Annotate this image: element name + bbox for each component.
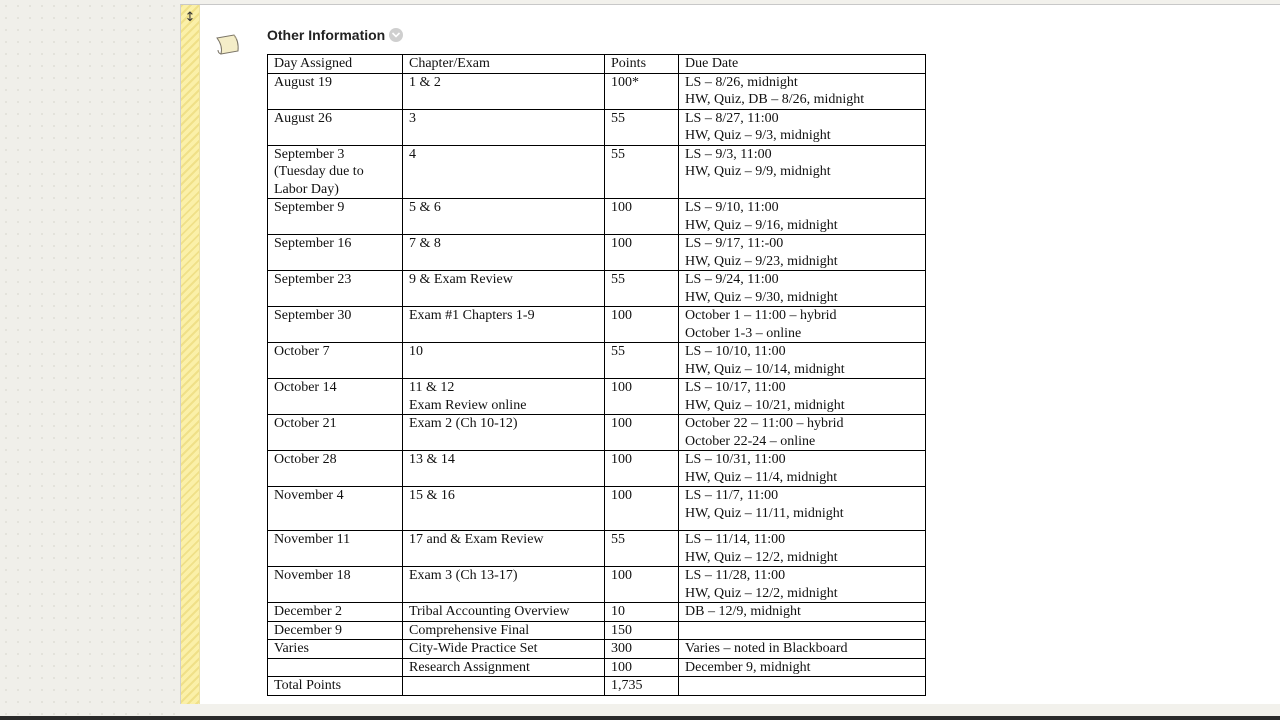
- points-cell: [605, 531, 679, 567]
- cell-line: Varies: [274, 641, 309, 656]
- cell-line: October 22 – 11:00 – hybrid: [685, 416, 844, 431]
- table-row: [268, 621, 926, 640]
- due-date-cell: [679, 109, 926, 145]
- cell-line: September 30: [274, 308, 352, 323]
- due-date-cell: [679, 677, 926, 696]
- header-chapter-exam: Chapter/Exam: [403, 55, 605, 74]
- day-cell: [268, 451, 403, 487]
- table-header-row: [268, 55, 926, 74]
- table-row: [268, 640, 926, 659]
- cell-line: 13 & 14: [409, 452, 455, 467]
- cell-line: HW, Quiz – 12/2, midnight: [685, 549, 838, 565]
- cell-line: November 4: [274, 488, 344, 503]
- cell-line: 55: [611, 110, 625, 126]
- cell-line: LS – 9/3, 11:00: [685, 146, 772, 162]
- cell-line: September 23: [274, 272, 352, 287]
- cell-line: 11 & 12: [409, 380, 455, 395]
- chapter-cell: [403, 640, 605, 659]
- day-cell: [268, 415, 403, 451]
- cell-line: 55: [611, 532, 625, 547]
- cell-line: December 9: [274, 622, 343, 638]
- cell-line: Exam 3 (Ch 13-17): [409, 568, 518, 583]
- chapter-cell: [403, 343, 605, 379]
- cell-line: Exam #1 Chapters 1-9: [409, 308, 535, 323]
- points-cell: [605, 235, 679, 271]
- due-date-cell: [679, 145, 926, 199]
- due-date-cell: [679, 235, 926, 271]
- header-points: Points: [605, 55, 679, 74]
- points-cell: [605, 343, 679, 379]
- document-note-icon: [213, 29, 243, 59]
- points-cell: [605, 379, 679, 415]
- cell-line: LS – 9/17, 11:-00: [685, 236, 784, 251]
- day-cell: [268, 379, 403, 415]
- points-cell: [605, 145, 679, 199]
- chapter-cell: [403, 487, 605, 531]
- table-row: [268, 487, 926, 531]
- due-date-cell: [679, 567, 926, 603]
- cell-line: 100: [611, 380, 632, 395]
- day-cell: [268, 307, 403, 343]
- cell-line: LS – 9/10, 11:00: [685, 200, 779, 215]
- cell-line: LS – 11/7, 11:00: [685, 488, 779, 503]
- cell-line: Total Points: [274, 678, 342, 693]
- chapter-cell: [403, 73, 605, 109]
- due-date-cell: [679, 603, 926, 622]
- cell-line: HW, Quiz – 9/16, midnight: [685, 217, 838, 233]
- page-background: [0, 0, 180, 720]
- cell-line: 55: [611, 272, 625, 287]
- day-cell: [268, 199, 403, 235]
- cell-line: December 2: [274, 604, 343, 619]
- points-cell: [605, 73, 679, 109]
- cell-line: 300: [611, 641, 632, 656]
- cell-line: September 9: [274, 200, 345, 215]
- cell-line: 100: [611, 659, 632, 675]
- cell-line: LS – 10/10, 11:00: [685, 344, 786, 359]
- points-cell: [605, 271, 679, 307]
- day-cell: [268, 145, 403, 199]
- cell-line: 1 & 2: [409, 74, 441, 90]
- points-cell: [605, 658, 679, 677]
- cell-line: 1,735: [611, 678, 643, 693]
- chapter-cell: [403, 451, 605, 487]
- cell-line: November 11: [274, 532, 351, 547]
- table-row: [268, 658, 926, 677]
- cell-line: October 1 – 11:00 – hybrid: [685, 308, 837, 323]
- chapter-cell: [403, 567, 605, 603]
- points-cell: [605, 451, 679, 487]
- chapter-cell: [403, 271, 605, 307]
- cell-line: 4: [409, 146, 416, 162]
- table-body: [268, 73, 926, 695]
- due-date-cell: [679, 307, 926, 343]
- due-date-cell: [679, 531, 926, 567]
- cell-line: (Tuesday due to: [274, 164, 364, 179]
- chapter-cell: [403, 531, 605, 567]
- day-cell: [268, 640, 403, 659]
- cell-line: 9 & Exam Review: [409, 272, 513, 287]
- cell-line: October 7: [274, 344, 330, 359]
- chapter-cell: [403, 199, 605, 235]
- header-due-date: Due Date: [679, 55, 926, 74]
- table-row: [268, 603, 926, 622]
- cell-line: 100: [611, 488, 632, 503]
- points-cell: [605, 621, 679, 640]
- day-cell: [268, 487, 403, 531]
- bottom-edge: [0, 716, 1280, 720]
- due-date-cell: [679, 199, 926, 235]
- cell-line: LS – 11/14, 11:00: [685, 532, 786, 547]
- day-cell: [268, 531, 403, 567]
- due-date-cell: [679, 343, 926, 379]
- cell-line: HW, Quiz – 11/4, midnight: [685, 469, 838, 485]
- due-date-cell: [679, 379, 926, 415]
- cell-line: 55: [611, 344, 625, 359]
- drag-handle-icon[interactable]: ↕: [184, 10, 196, 25]
- due-date-cell: [679, 658, 926, 677]
- item-title[interactable]: Other Information: [267, 27, 386, 43]
- cell-line: 7 & 8: [409, 236, 441, 251]
- cell-line: Comprehensive Final: [409, 622, 530, 638]
- cell-line: City-Wide Practice Set: [409, 641, 538, 656]
- points-cell: [605, 199, 679, 235]
- points-cell: [605, 567, 679, 603]
- cell-line: HW, Quiz – 10/14, midnight: [685, 361, 845, 377]
- cell-line: 5 & 6: [409, 200, 441, 215]
- cell-line: 10: [409, 344, 423, 359]
- cell-line: HW, Quiz – 9/3, midnight: [685, 128, 831, 143]
- day-cell: [268, 603, 403, 622]
- cell-line: Labor Day): [274, 181, 339, 197]
- day-cell: [268, 73, 403, 109]
- points-cell: [605, 677, 679, 696]
- chapter-cell: [403, 658, 605, 677]
- cell-line: LS – 8/27, 11:00: [685, 110, 779, 126]
- due-date-cell: [679, 487, 926, 531]
- table-row: [268, 451, 926, 487]
- due-date-cell: [679, 415, 926, 451]
- points-cell: [605, 307, 679, 343]
- cell-line: September 16: [274, 236, 352, 251]
- chevron-down-icon[interactable]: [389, 28, 403, 42]
- table-row: [268, 271, 926, 307]
- cell-line: HW, Quiz – 9/23, midnight: [685, 253, 838, 269]
- cell-line: 100*: [611, 74, 639, 90]
- day-cell: [268, 677, 403, 696]
- chapter-cell: [403, 621, 605, 640]
- day-cell: [268, 567, 403, 603]
- cell-line: 100: [611, 308, 632, 323]
- due-date-cell: [679, 621, 926, 640]
- chapter-cell: [403, 415, 605, 451]
- points-cell: [605, 640, 679, 659]
- cell-line: 100: [611, 568, 632, 583]
- cell-line: 100: [611, 236, 632, 251]
- cell-line: 3: [409, 110, 416, 126]
- chapter-cell: [403, 307, 605, 343]
- cell-line: 15 & 16: [409, 488, 455, 503]
- cell-line: 17 and & Exam Review: [409, 532, 544, 547]
- cell-line: Research Assignment: [409, 659, 530, 675]
- day-cell: [268, 658, 403, 677]
- cell-line: 100: [611, 452, 632, 467]
- cell-line: 100: [611, 200, 632, 215]
- chapter-cell: [403, 379, 605, 415]
- cell-line: LS – 10/17, 11:00: [685, 380, 786, 395]
- points-cell: [605, 603, 679, 622]
- table-row: [268, 379, 926, 415]
- cell-line: December 9, midnight: [685, 659, 811, 675]
- day-cell: [268, 343, 403, 379]
- cell-line: August 26: [274, 110, 332, 126]
- table-row: [268, 677, 926, 696]
- cell-line: Exam Review online: [409, 397, 527, 413]
- cell-line: 10: [611, 604, 625, 619]
- table-row: [268, 567, 926, 603]
- drag-strip[interactable]: [181, 5, 200, 704]
- cell-line: LS – 8/26, midnight: [685, 74, 798, 90]
- points-cell: [605, 487, 679, 531]
- cell-line: September 3: [274, 146, 345, 162]
- item-title-row: [267, 27, 403, 43]
- cell-line: 150: [611, 622, 632, 638]
- table-row: [268, 307, 926, 343]
- points-cell: [605, 109, 679, 145]
- table-row: [268, 73, 926, 109]
- points-cell: [605, 415, 679, 451]
- cell-line: August 19: [274, 74, 332, 90]
- cell-line: HW, Quiz – 9/30, midnight: [685, 289, 838, 305]
- table-row: [268, 415, 926, 451]
- chapter-cell: [403, 109, 605, 145]
- cell-line: HW, Quiz – 12/2, midnight: [685, 585, 838, 601]
- schedule-table: [267, 54, 926, 696]
- cell-line: November 18: [274, 568, 351, 583]
- cell-line: 100: [611, 416, 632, 431]
- due-date-cell: [679, 73, 926, 109]
- cell-line: HW, Quiz, DB – 8/26, midnight: [685, 92, 865, 107]
- cell-line: LS – 9/24, 11:00: [685, 272, 779, 287]
- table-row: [268, 343, 926, 379]
- table-row: [268, 235, 926, 271]
- cell-line: October 21: [274, 416, 337, 431]
- chapter-cell: [403, 603, 605, 622]
- cell-line: October 22-24 – online: [685, 433, 816, 449]
- cell-line: HW, Quiz – 10/21, midnight: [685, 397, 845, 413]
- day-cell: [268, 271, 403, 307]
- cell-line: Tribal Accounting Overview: [409, 604, 570, 619]
- due-date-cell: [679, 451, 926, 487]
- cell-line: October 1-3 – online: [685, 325, 802, 341]
- cell-line: October 14: [274, 380, 337, 395]
- cell-line: 55: [611, 146, 625, 162]
- cell-line: LS – 10/31, 11:00: [685, 452, 786, 467]
- day-cell: [268, 109, 403, 145]
- chapter-cell: [403, 145, 605, 199]
- due-date-cell: [679, 271, 926, 307]
- cell-line: HW, Quiz – 9/9, midnight: [685, 164, 831, 179]
- cell-line: Varies – noted in Blackboard: [685, 641, 848, 656]
- due-date-cell: [679, 640, 926, 659]
- table-row: [268, 145, 926, 199]
- table-row: [268, 109, 926, 145]
- content-item-panel: [180, 4, 1280, 704]
- table-row: [268, 531, 926, 567]
- cell-line: Exam 2 (Ch 10-12): [409, 416, 518, 431]
- cell-line: LS – 11/28, 11:00: [685, 568, 786, 583]
- chapter-cell: [403, 235, 605, 271]
- header-day-assigned: Day Assigned: [268, 55, 403, 74]
- cell-line: HW, Quiz – 11/11, midnight: [685, 505, 844, 521]
- chapter-cell: [403, 677, 605, 696]
- cell-line: October 28: [274, 452, 337, 467]
- day-cell: [268, 621, 403, 640]
- cell-line: DB – 12/9, midnight: [685, 604, 801, 619]
- table-row: [268, 199, 926, 235]
- day-cell: [268, 235, 403, 271]
